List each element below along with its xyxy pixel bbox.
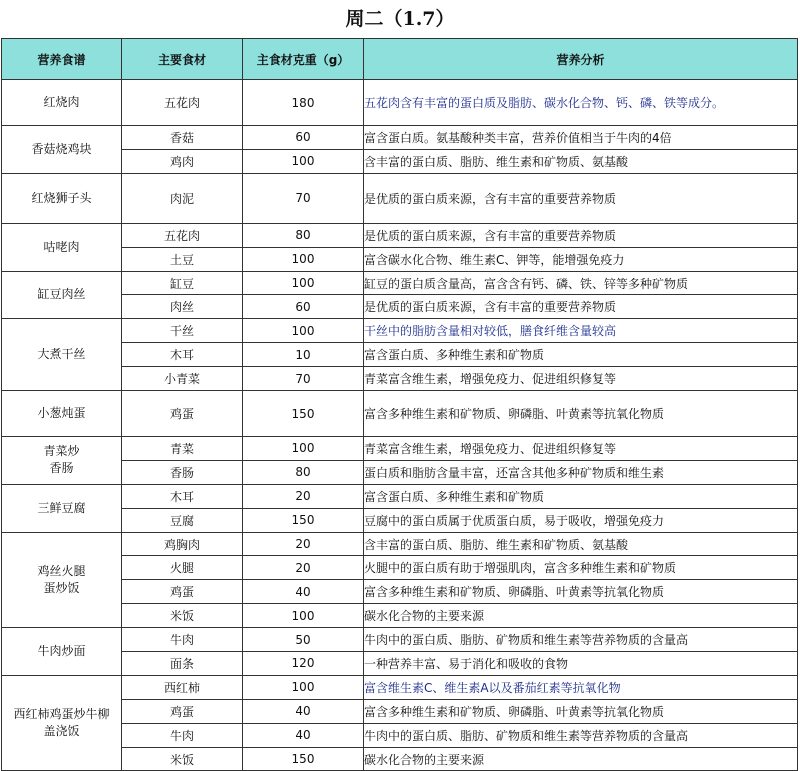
table-row (2, 295, 798, 319)
weight-cell: 120 (243, 652, 364, 676)
table-row (2, 747, 798, 771)
analysis-cell: 碳水化合物的主要来源 (364, 747, 798, 771)
table-row (2, 532, 798, 556)
weight-cell: 50 (243, 628, 364, 652)
analysis-cell: 火腿中的蛋白质有助于增强肌肉，富含多种维生素和矿物质 (364, 556, 798, 580)
analysis-cell: 蛋白质和脂肪含量丰富，还富含其他多种矿物质和维生素 (364, 460, 798, 484)
table-row (2, 223, 798, 247)
header-recipe: 营养食谱 (2, 39, 122, 80)
weight-cell: 20 (243, 484, 364, 508)
weight-cell: 20 (243, 556, 364, 580)
analysis-cell: 富含蛋白质、多种维生素和矿物质 (364, 343, 798, 367)
analysis-cell: 五花肉含有丰富的蛋白质及脂肪、碳水化合物、钙、磷、铁等成分。 (364, 80, 798, 126)
ingredient-cell: 小青菜 (122, 367, 243, 391)
analysis-cell: 青菜富含维生素，增强免疫力、促进组织修复等 (364, 367, 798, 391)
weight-cell: 100 (243, 247, 364, 271)
analysis-cell: 碳水化合物的主要来源 (364, 604, 798, 628)
weight-cell: 100 (243, 319, 364, 343)
weight-cell: 40 (243, 580, 364, 604)
ingredient-cell: 干丝 (122, 319, 243, 343)
table-row (2, 484, 798, 508)
ingredient-cell: 鸡蛋 (122, 580, 243, 604)
table-body (2, 80, 798, 771)
analysis-cell: 干丝中的脂肪含量相对较低，膳食纤维含量较高 (364, 319, 798, 343)
weight-cell: 60 (243, 126, 364, 150)
table-row (2, 556, 798, 580)
dish-name: 西红柿鸡蛋炒牛柳 盖浇饭 (2, 675, 122, 771)
dish-name: 三鲜豆腐 (2, 484, 122, 532)
dish-name: 红烧狮子头 (2, 173, 122, 223)
weight-cell: 100 (243, 149, 364, 173)
table-row (2, 723, 798, 747)
weight-cell: 20 (243, 532, 364, 556)
table-row (2, 343, 798, 367)
dish-name: 小葱炖蛋 (2, 391, 122, 437)
table-row (2, 391, 798, 437)
table-header-row (2, 39, 798, 80)
analysis-cell: 牛肉中的蛋白质、脂肪、矿物质和维生素等营养物质的含量高 (364, 723, 798, 747)
weight-cell: 70 (243, 367, 364, 391)
ingredient-cell: 米饭 (122, 604, 243, 628)
analysis-cell: 富含蛋白质。氨基酸种类丰富，营养价值相当于牛肉的4倍 (364, 126, 798, 150)
analysis-cell: 是优质的蛋白质来源，含有丰富的重要营养物质 (364, 173, 798, 223)
analysis-cell: 富含多种维生素和矿物质、卵磷脂、叶黄素等抗氧化物质 (364, 699, 798, 723)
table-row (2, 628, 798, 652)
dish-name: 青菜炒 香肠 (2, 437, 122, 485)
ingredient-cell: 缸豆 (122, 271, 243, 295)
ingredient-cell: 青菜 (122, 437, 243, 461)
weight-cell: 80 (243, 223, 364, 247)
ingredient-cell: 鸡蛋 (122, 699, 243, 723)
weight-cell: 180 (243, 80, 364, 126)
analysis-cell: 牛肉中的蛋白质、脂肪、矿物质和维生素等营养物质的含量高 (364, 628, 798, 652)
table-row (2, 80, 798, 126)
ingredient-cell: 木耳 (122, 343, 243, 367)
ingredient-cell: 土豆 (122, 247, 243, 271)
ingredient-cell: 鸡蛋 (122, 391, 243, 437)
ingredient-cell: 鸡肉 (122, 149, 243, 173)
ingredient-cell: 面条 (122, 652, 243, 676)
analysis-cell: 含丰富的蛋白质、脂肪、维生素和矿物质、氨基酸 (364, 149, 798, 173)
weight-cell: 100 (243, 675, 364, 699)
weight-cell: 60 (243, 295, 364, 319)
dish-name: 牛肉炒面 (2, 628, 122, 676)
weight-cell: 100 (243, 437, 364, 461)
weight-cell: 150 (243, 508, 364, 532)
analysis-cell: 富含多种维生素和矿物质、卵磷脂、叶黄素等抗氧化物质 (364, 391, 798, 437)
dish-name: 香菇烧鸡块 (2, 126, 122, 174)
page-title: 周二（1.7） (345, 8, 455, 30)
ingredient-cell: 米饭 (122, 747, 243, 771)
table-row (2, 604, 798, 628)
table-row (2, 652, 798, 676)
table-row (2, 508, 798, 532)
analysis-cell: 青菜富含维生素，增强免疫力、促进组织修复等 (364, 437, 798, 461)
table-row (2, 319, 798, 343)
ingredient-cell: 牛肉 (122, 723, 243, 747)
ingredient-cell: 肉丝 (122, 295, 243, 319)
weight-cell: 70 (243, 173, 364, 223)
dish-name: 缸豆肉丝 (2, 271, 122, 319)
analysis-cell: 富含蛋白质、多种维生素和矿物质 (364, 484, 798, 508)
table-row (2, 247, 798, 271)
weight-cell: 150 (243, 391, 364, 437)
ingredient-cell: 牛肉 (122, 628, 243, 652)
ingredient-cell: 五花肉 (122, 80, 243, 126)
weight-cell: 100 (243, 271, 364, 295)
analysis-cell: 一种营养丰富、易于消化和吸收的食物 (364, 652, 798, 676)
weight-cell: 40 (243, 723, 364, 747)
table-row (2, 271, 798, 295)
dish-name: 大煮干丝 (2, 319, 122, 391)
dish-name: 咕咾肉 (2, 223, 122, 271)
table-row (2, 367, 798, 391)
dish-name: 鸡丝火腿 蛋炒饭 (2, 532, 122, 628)
ingredient-cell: 香菇 (122, 126, 243, 150)
analysis-cell: 富含碳水化合物、维生素C、钾等，能增强免疫力 (364, 247, 798, 271)
ingredient-cell: 火腿 (122, 556, 243, 580)
table-row (2, 437, 798, 461)
weight-cell: 40 (243, 699, 364, 723)
analysis-cell: 缸豆的蛋白质含量高，富含含有钙、磷、铁、锌等多种矿物质 (364, 271, 798, 295)
analysis-cell: 含丰富的蛋白质、脂肪、维生素和矿物质、氨基酸 (364, 532, 798, 556)
ingredient-cell: 香肠 (122, 460, 243, 484)
table-row (2, 675, 798, 699)
analysis-cell: 是优质的蛋白质来源，含有丰富的重要营养物质 (364, 223, 798, 247)
analysis-cell: 富含维生素C、维生素A以及番茄红素等抗氧化物 (364, 675, 798, 699)
weight-cell: 150 (243, 747, 364, 771)
table-row (2, 149, 798, 173)
weight-cell: 10 (243, 343, 364, 367)
dish-name: 红烧肉 (2, 80, 122, 126)
analysis-cell: 豆腐中的蛋白质属于优质蛋白质，易于吸收，增强免疫力 (364, 508, 798, 532)
ingredient-cell: 鸡胸肉 (122, 532, 243, 556)
analysis-cell: 富含多种维生素和矿物质、卵磷脂、叶黄素等抗氧化物质 (364, 580, 798, 604)
ingredient-cell: 西红柿 (122, 675, 243, 699)
weight-cell: 100 (243, 604, 364, 628)
header-ingredient: 主要食材 (122, 39, 243, 80)
ingredient-cell: 肉泥 (122, 173, 243, 223)
analysis-cell: 是优质的蛋白质来源，含有丰富的重要营养物质 (364, 295, 798, 319)
nutrition-table (1, 38, 798, 771)
ingredient-cell: 豆腐 (122, 508, 243, 532)
weight-cell: 80 (243, 460, 364, 484)
table-row (2, 580, 798, 604)
table-row (2, 173, 798, 223)
table-row (2, 699, 798, 723)
header-analysis: 营养分析 (364, 39, 798, 80)
table-row (2, 460, 798, 484)
ingredient-cell: 五花肉 (122, 223, 243, 247)
header-weight: 主食材克重（g） (243, 39, 364, 80)
table-row (2, 126, 798, 150)
ingredient-cell: 木耳 (122, 484, 243, 508)
